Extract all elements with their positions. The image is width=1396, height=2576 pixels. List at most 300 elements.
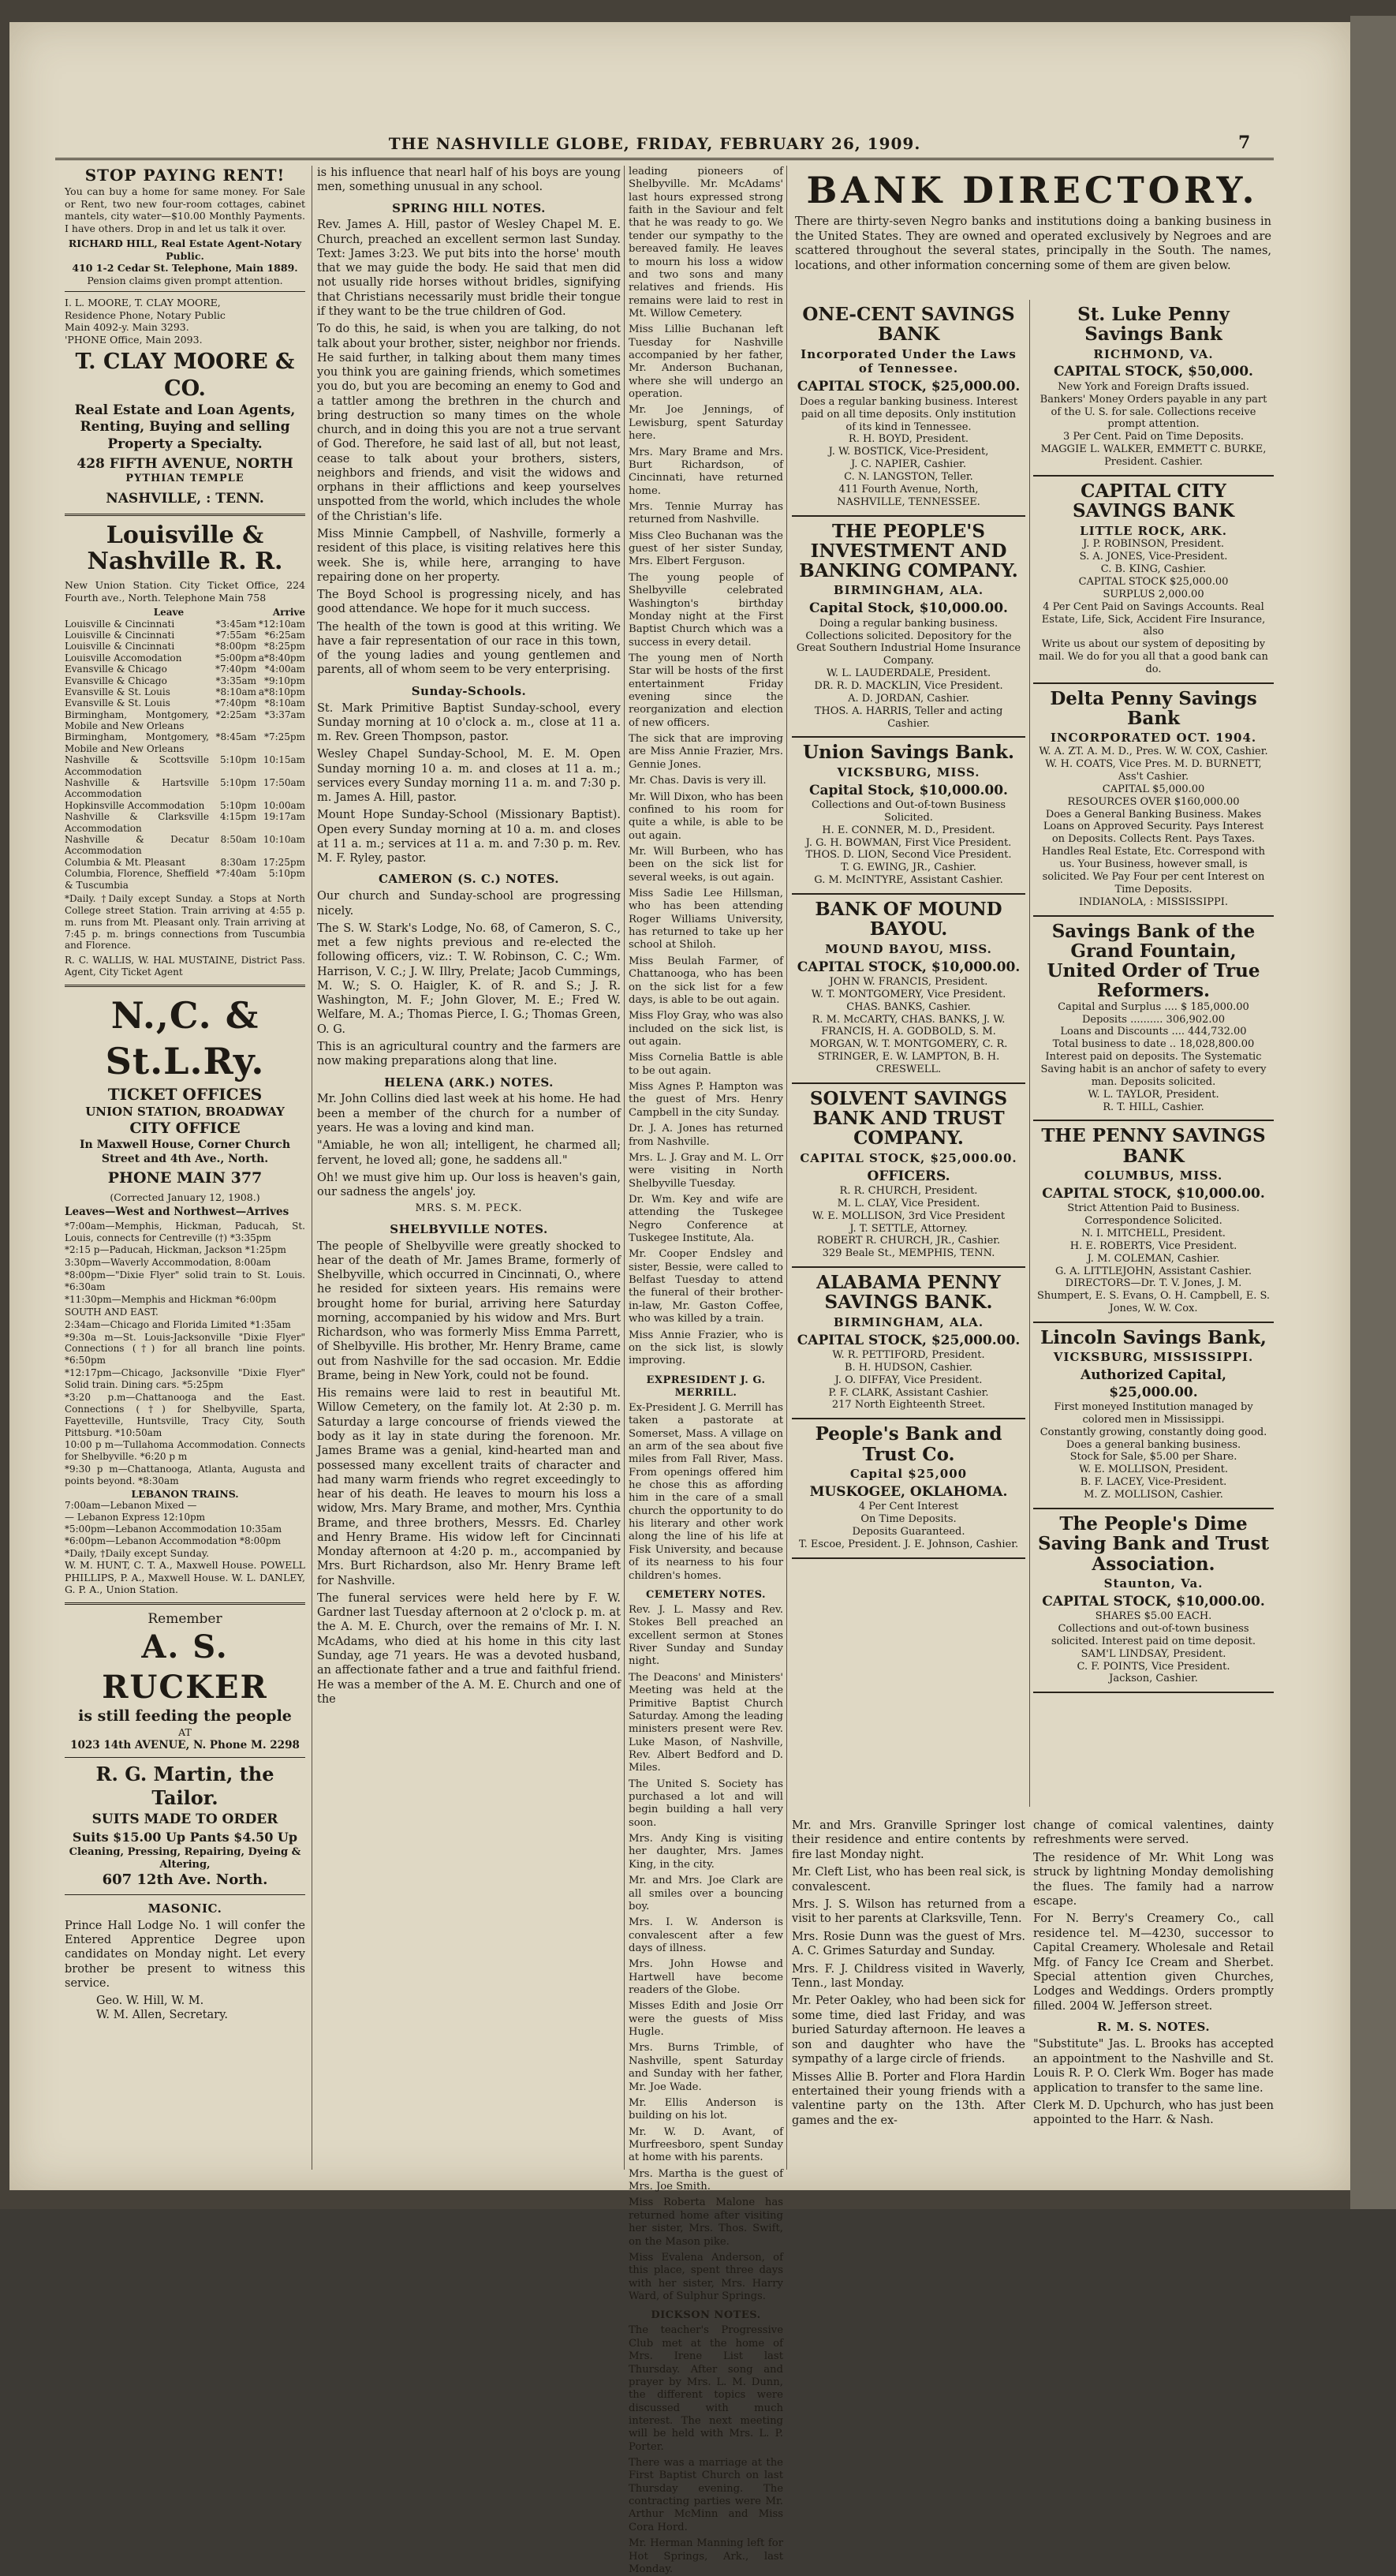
- article-text: Mrs. Mary Brame and Mrs. Burt Richardson, of Cincinnati, have returned home.: [629, 446, 783, 497]
- bank-detail-line: H. E. ROBERTS, Vice President.: [1069, 1239, 1237, 1252]
- bank-detail-line: CHAS. BANKS, Cashier.: [846, 1000, 971, 1013]
- bank-detail-line: C. N. LANGSTON, Teller.: [844, 470, 973, 483]
- stop-rent-body: You can buy a home for same money. For Sale or Rent, two new four-room cottages, cabinet mantels, city water—$10.00 Monthly Payments. I have others. Drop in and let us talk it over.: [65, 185, 305, 234]
- ln-table-row: [65, 619, 305, 630]
- bank-capital: OFFICERS.: [867, 1168, 950, 1184]
- article-text: Mrs. Martha is the guest of Mrs. Joe Smith.: [629, 2167, 783, 2193]
- ln-table-row: [65, 868, 305, 891]
- ln-table-row: [65, 777, 305, 800]
- bank-detail-line: 217 North Eighteenth Street.: [831, 1399, 986, 1411]
- right-bank-listing: [1033, 917, 1274, 1122]
- ncst-table-row: 3:30pm—Waverly Accommodation, 8:00am: [65, 1257, 271, 1269]
- ln-table-row: [65, 800, 305, 811]
- bank-detail-line: C. F. POINTS, Vice President.: [1077, 1660, 1230, 1673]
- article-text: To do this, he said, is when you are talking, do not talk about your brother, sister, neighbor nor friends. He said further, in talking about them many times you think you are gaining friends, which sometimes you do, but you are becoming an enemy to God and a tattler among the brethren in the church and bring destruction so many times on the whole church, and in doing this you are not a true servant of God. Therefore, he said last of all, but not least, cease to talk about your brothers, sisters, neighbors and friends, and visit the widows and orphans in their afflictions and keep yourselves unspotted from the world, which includes the whole of the Christian's life.: [317, 323, 621, 523]
- article-text: Mr. Ellis Anderson is building on his lot.: [629, 2096, 783, 2122]
- article-text: The Deacons' and Ministers' Meeting was held at the Primitive Baptist Church Saturday. Among the leading ministers present were Rev. Luke Mason, of Nashville, Rev. Albert Bedford and D. Miles.: [629, 1671, 783, 1774]
- ncst-table-row: *7:00am—Memphis, Hickman, Paducah, St. Louis, connects for Centreville (†) *3:35pm: [65, 1220, 305, 1243]
- article-text: is his influence that nearl half of his boys are young men, something unusual in any school.: [317, 166, 621, 194]
- article-text: Misses Allie B. Porter and Flora Hardin entertained their young friends with a valentine party on the 13th. After games and the ex-: [792, 2070, 1025, 2127]
- article-text: Miss Sadie Lee Hillsman, who has been attending Roger Williams University, has returned to take up her school at Shiloh.: [629, 888, 783, 952]
- article-text: Oh! we must give him up. Our loss is heaven's gain, our sadness the angels' joy.: [317, 1171, 621, 1199]
- bank-name: St. Luke Penny Savings Bank: [1077, 304, 1230, 346]
- bank-detail-line: INDIANOLA, : MISSISSIPPI.: [1079, 895, 1228, 908]
- bank-detail-line: Constantly growing, constantly doing good.: [1040, 1426, 1267, 1438]
- bank-detail-line: RESOURCES OVER $160,000.00: [1067, 795, 1240, 808]
- bank-detail-line: Doing a regular banking business. Collections solicited. Depository for the Great Southern Industrial Home Insurance Company.: [796, 617, 1021, 667]
- bank-location: CAPITAL STOCK, $25,000.00.: [800, 1150, 1017, 1165]
- article-text: Rev. James A. Hill, pastor of Wesley Chapel M. E. Church, preached an excellent sermon last Sunday. Text: James 3:23. We put bits into the horse' mouth that we may guide the body. He said that men did not usually ride horses without bridles, signifying that Christians necessarily must bridle their tongue if they want to be the true children of God.: [317, 219, 621, 319]
- bank-detail-line: CAPITAL STOCK $25,000.00: [1078, 575, 1229, 588]
- ln-route: Birmingham, Montgomery, Mobile and New Orleans: [65, 731, 209, 754]
- article-text: Mrs. F. J. Childress visited in Waverly, Tenn., last Monday.: [792, 1962, 1025, 1991]
- bank-name: The People's Dime Saving Bank and Trust Association.: [1037, 1512, 1269, 1575]
- ln-leave-time: *7:40am: [215, 868, 256, 880]
- ln-arrive-time: *8:10am: [264, 697, 305, 709]
- bank-detail-line: J. M. COLEMAN, Cashier.: [1087, 1252, 1220, 1265]
- right-bank-listing: [1033, 1323, 1274, 1509]
- article-text: The residence of Mr. Whit Long was struck by lightning Monday demolishing the flues. The family had a narrow escape.: [1033, 1851, 1274, 1909]
- left-bank-listing: [792, 300, 1025, 517]
- article-text: Mount Hope Sunday-School (Missionary Baptist). Open every Sunday morning at 10 a. m. and closes at 11 a. m.; services at 11 a. m. and 7:30 p. m. Rev. M. F. Ryley, pastor.: [317, 809, 621, 866]
- bank-name: BANK OF MOUND BAYOU.: [815, 899, 1002, 940]
- bank-detail-line: R. M. McCARTY, CHAS. BANKS, J. W. FRANCIS, H. A. GODBOLD, S. M. MORGAN, W. T. MONTGOMERY, C. R. STRINGER, E. W. LAMPTON, B. H. CRESWELL.: [809, 1013, 1008, 1075]
- ln-leave-time: *7:55am: [215, 629, 256, 641]
- ln-leave-time: *2:25am: [215, 708, 256, 720]
- article-text: Mrs. John Howse and Hartwell have become readers of the Globe.: [629, 1958, 783, 1997]
- bank-detail-line: Bankers' Money Orders payable in any part of the U. S. for sale. Collections receive prompt attention.: [1040, 393, 1267, 431]
- article-text: Miss Cleo Buchanan was the guest of her sister Sunday, Mrs. Elbert Ferguson.: [629, 529, 783, 568]
- ln-table-row: [65, 686, 305, 697]
- ln-table-row: [65, 664, 305, 675]
- article-text: Miss Floy Gray, who was also included on the sick list, is out again.: [629, 1010, 783, 1048]
- ln-leave-time: *5:00pm: [215, 652, 256, 664]
- shelbyville-heading: SHELBYVILLE NOTES.: [390, 1221, 548, 1236]
- ln-route: Hopkinsville Accommodation: [65, 799, 205, 811]
- bank-detail-line: H. E. CONNER, M. D., President.: [822, 824, 995, 836]
- ln-leave-time: *8:10am: [215, 686, 256, 697]
- bank-detail-line: W. E. MOLLISON, President.: [1078, 1464, 1229, 1476]
- bank-location: VICKSBURG, MISS.: [837, 765, 980, 780]
- ncst-phone: PHONE MAIN 377: [107, 1169, 263, 1187]
- article-text: Ex-President J. G. Merrill has taken a pastorate at Somerset, Mass. A village on an arm of the sea about five miles from Fall River, Mass. From openings offered him he chose this as affording him in the care of a small church the opportunity to do his literary and other work along the line of his life at Fisk University, and because of its nearness to his four children's homes.: [629, 1401, 783, 1582]
- article-text: The United S. Society has purchased a lot and will begin building a hall very soon.: [629, 1778, 783, 1829]
- column-2: [317, 166, 621, 2176]
- ncst-table-row: *8:00pm—"Dixie Flyer" solid train to St. Louis. *6:30am: [65, 1269, 305, 1293]
- article-text: The S. W. Stark's Lodge, No. 68, of Cameron, S. C., met a few nights previous and re-elected the following officers, viz.: T. W. Robinson, C. C.; Wm. Harrison, V. C.; J. W. Illry, Prelate; Jacob Cummings, M. W.; S. O. Haigler, K. of R. and S.; J. R. Washington, M. F.; John Glover, M. E.; Fred W. Welfare, M. A.; Thomas Pierce, I. G.; Thomas Green, O. G.: [317, 922, 621, 1036]
- spring-hill-heading: SPRING HILL NOTES.: [392, 200, 546, 215]
- ln-leave-time: *3:35am: [215, 675, 256, 686]
- article-text: change of comical valentines, dainty refreshments were served.: [1033, 1819, 1274, 1847]
- ln-table-row: [65, 630, 305, 641]
- article-text: The young men of North Star will be hosts of the first entertainment Friday evening since the reorganization and election of new officers.: [629, 652, 783, 729]
- bank-location: COLUMBUS, MISS.: [1084, 1168, 1223, 1183]
- bank-location: Incorporated Under the Laws of Tennessee.: [801, 346, 1017, 376]
- article-text: Mr. Cleft List, who has been real sick, is convalescent.: [792, 1866, 1025, 1894]
- ln-arrive-time: *12:10am: [258, 618, 305, 630]
- article-text: Clerk M. D. Upchurch, who has just been appointed to the Harr. & Nash.: [1033, 2099, 1274, 2127]
- bank-capital: CAPITAL STOCK, $10,000.00.: [1042, 1185, 1265, 1202]
- ln-leave-time: *8:00pm: [215, 641, 256, 652]
- bank-detail-line: W. H. COATS, Vice Pres. M. D. BURNETT, Ass't Cashier.: [1045, 758, 1262, 783]
- article-text: The funeral services were held here by F. W. Gardner last Tuesday afternoon at 2 o'clock p. m. at the A. M. E. Church, over the remains of Mr. I. N. McAdams, who died at his home in this city last Sunday, age 71 years. He was a devoted husband, an affectionate father and a true and faithful friend. He was a member of the A. M. E. Church and one of the: [317, 1591, 621, 1706]
- ln-table-row: [65, 641, 305, 652]
- bank-name: Savings Bank of the Grand Fountain, United Order of True Reformers.: [1047, 920, 1260, 1002]
- ncst-table-row: SOUTH AND EAST.: [65, 1306, 159, 1318]
- divider: [65, 1894, 305, 1895]
- column-1: [65, 166, 305, 2023]
- helena-signature: MRS. S. M. PECK.: [415, 1202, 523, 1215]
- article-text: There was a marriage at the First Baptist Church on last Thursday evening. The contracting parties were Mr. Arthur McMinn and Miss Cora Hord.: [629, 2457, 783, 2533]
- ncst-table-row: 2:34am—Chicago and Florida Limited *1:35am: [65, 1318, 291, 1330]
- bank-name: ONE-CENT SAVINGS BANK: [802, 304, 1015, 346]
- bank-name: ALABAMA PENNY SAVINGS BANK.: [816, 1272, 1001, 1314]
- column-3: [629, 166, 783, 2575]
- bank-detail-line: New York and Foreign Drafts issued.: [1058, 380, 1249, 393]
- ln-leave-time: 5:10pm: [219, 777, 256, 789]
- ln-arrive-time: *8:25pm: [263, 641, 305, 652]
- ln-table-header: [65, 607, 305, 618]
- column-rule: [624, 166, 625, 2170]
- ncst-union-station: UNION STATION, BROADWAY: [85, 1105, 285, 1120]
- ln-leave-time: 8:50am: [220, 833, 256, 845]
- ncst-table-row: *3:20 p.m—Chattanooga and the East. Connections (†) for Shelbyville, Sparta, Fayetteville, Huntsville, Tracy City, South Pittsburg. *10:50am: [65, 1391, 305, 1438]
- bank-detail-line: NASHVILLE, TENNESSEE.: [837, 495, 980, 508]
- lebanon-timetable: [65, 1500, 305, 1547]
- article-text: Mrs. Rosie Dunn was the guest of Mrs. A. C. Grimes Saturday and Sunday.: [792, 1930, 1025, 1958]
- divider: [65, 1602, 305, 1605]
- bank-detail-line: T. Escoe, President. J. E. Johnson, Cashier.: [798, 1538, 1019, 1550]
- article-text: Mr. Chas. Davis is very ill.: [629, 775, 767, 787]
- bank-detail-line: Strict Attention Paid to Business. Correspondence Solicited.: [1067, 1202, 1240, 1228]
- column-rule: [1029, 300, 1030, 1807]
- ncst-ticket-offices: TICKET OFFICES: [107, 1084, 263, 1104]
- lebanon-note: *Daily, †Daily except Sunday.: [65, 1546, 210, 1559]
- ln-route: Columbia & Mt. Pleasant: [65, 856, 186, 868]
- local-notes-right: [1033, 1819, 1274, 2189]
- article-text: Mr. Joe Jennings, of Lewisburg, spent Saturday here.: [629, 404, 783, 443]
- martin-address: 607 12th Ave. North.: [102, 1871, 268, 1889]
- ln-arrive-time: 17:25pm: [263, 856, 305, 868]
- bank-location: INCORPORATED OCT. 1904.: [1050, 731, 1257, 746]
- bank-capital: Authorized Capital, $25,000.00.: [1081, 1367, 1226, 1400]
- ln-leave-time: *8:45am: [215, 731, 256, 743]
- bank-detail-line: Does a general banking business.: [1066, 1438, 1241, 1451]
- masonic-signer-2: W. M. Allen, Secretary.: [96, 2009, 228, 2022]
- lebanon-table-row: *5:00pm—Lebanon Accommodation 10:35am: [65, 1524, 282, 1535]
- ln-route: Louisville & Cincinnati: [65, 618, 175, 630]
- ln-route: Nashville & Clarksville Accommodation: [65, 811, 209, 834]
- bank-detail-line: DR. R. D. MACKLIN, Vice President.: [814, 680, 1003, 692]
- ln-notes: *Daily. †Daily except Sunday. a Stops at North College street Station. Train arriving at 4:55 p. m. runs from Mt. Pleasant only. Train arriving at 7:45 p. m. brings connections from Tuscumbia and Florence.: [65, 892, 305, 952]
- article-text: Mr. and Mrs. Joe Clark are all smiles over a bouncing boy.: [629, 1875, 783, 1912]
- bank-detail-line: J. P. ROBINSON, President.: [1083, 538, 1224, 551]
- article-text: Miss Beulah Farmer, of Chattanooga, who has been on the sick list for a few days, is able to be out again.: [629, 955, 783, 1006]
- bank-location: VICKSBURG, MISSISSIPPI.: [1053, 1350, 1254, 1365]
- ncst-table-row: *12:17pm—Chicago, Jacksonville "Dixie Flyer" Solid train. Dining cars. *5:25pm: [65, 1367, 305, 1391]
- ln-table-row: [65, 811, 305, 834]
- bank-detail-line: SHARES $5.00 EACH.: [1095, 1610, 1212, 1623]
- article-text: For N. Berry's Creamery Co., call residence tel. M—4230, successor to Capital Creamery. Wholesale and Retail Mfg. of Fancy Ice Cream and Sherbet. Special attention given Churches, Lodges and Weddings. Orders promptly filled. 2004 W. Jefferson street.: [1033, 1912, 1274, 2013]
- ln-table-row: [65, 834, 305, 857]
- moore-company-name: T. CLAY MOORE & CO.: [75, 350, 295, 402]
- ln-arrive-time: *4:00am: [264, 664, 305, 675]
- article-text: The young people of Shelbyville celebrated Washington's birthday Monday night at the First Baptist Church which was a success in every detail.: [629, 571, 783, 649]
- bank-detail-line: Collections and out-of-town business solicited. Interest paid on time deposit.: [1051, 1622, 1256, 1647]
- bank-detail-line: W. R. PETTIFORD, President.: [832, 1349, 985, 1362]
- bank-detail-line: G. M. McINTYRE, Assistant Cashier.: [814, 874, 1003, 887]
- ln-table-row: [65, 731, 305, 754]
- bank-detail-line: W. T. MONTGOMERY, Vice President.: [811, 988, 1006, 1000]
- bank-detail-line: B. F. LACEY, Vice-President.: [1080, 1476, 1227, 1489]
- article-text: Mrs. Tennie Murray has returned from Nashville.: [629, 500, 783, 526]
- local-notes-left: [792, 1819, 1025, 2189]
- article-text: Mrs. L. J. Gray and M. L. Orr were visiting in North Shelbyville Tuesday.: [629, 1151, 783, 1190]
- article-text: The sick that are improving are Miss Annie Frazier, Mrs. Gennie Jones.: [629, 733, 783, 771]
- bank-detail-line: ROBERT R. CHURCH, JR., Cashier.: [816, 1235, 1001, 1247]
- ln-route: Nashville & Hartsville Accommodation: [65, 777, 209, 800]
- left-bank-listing: [792, 895, 1025, 1084]
- bank-detail-line: B. H. HUDSON, Cashier.: [844, 1361, 973, 1374]
- bank-detail-line: President. Cashier.: [1104, 456, 1203, 469]
- martin-prices: Suits $15.00 Up Pants $4.50 Up: [72, 1830, 298, 1845]
- article-text: Miss Cornelia Battle is able to be out again.: [629, 1052, 783, 1077]
- bank-detail-line: Does a regular banking business. Interest paid on all time deposits. Only institution of its kind in Tennessee.: [799, 395, 1018, 433]
- ln-leave-time: *3:45am: [215, 618, 256, 630]
- left-bank-listing: [792, 1084, 1025, 1268]
- ln-header-cell: Arrive: [272, 607, 305, 619]
- ln-officers: R. C. WALLIS, W. HAL MUSTAINE, District Pass. Agent, City Ticket Agent: [65, 955, 305, 978]
- ncst-officers: W. M. HUNT, C. T. A., Maxwell House. POWELL PHILLIPS, P. A., Maxwell House. W. L. DANLEY, G. P. A., Union Station.: [65, 1559, 305, 1596]
- bank-detail-line: On Time Deposits.: [860, 1513, 957, 1526]
- bank-detail-line: Deposits Guaranteed.: [852, 1525, 965, 1538]
- ln-table-row: [65, 754, 305, 777]
- bank-detail-line: N. I. MITCHELL, President.: [1081, 1228, 1226, 1240]
- stop-rent-title: STOP PAYING RENT!: [84, 166, 286, 185]
- lebanon-table-row: 7:00am—Lebanon Mixed —: [65, 1500, 197, 1512]
- right-bank-listing: [1033, 477, 1274, 684]
- ln-route: Evansville & St. Louis: [65, 686, 170, 697]
- article-text: Misses Edith and Josie Orr were the guests of Miss Hugle.: [629, 2000, 783, 2039]
- left-bank-listing: [792, 1419, 1025, 1558]
- right-bank-listing: [1033, 1121, 1274, 1323]
- bank-location: LITTLE ROCK, ARK.: [1080, 523, 1227, 538]
- ln-arrive-time: a*8:10pm: [258, 686, 305, 697]
- article-text: Wesley Chapel Sunday-School, M. E. M. Open Sunday morning 10 a. m. and closes at 11 a. m.; services every Sunday morning 11 a. m. and 7:30 p. m. James A. Hill, pastor.: [317, 748, 621, 805]
- ncst-table-row: *9:30a m—St. Louis-Jacksonville "Dixie Flyer" Connections (†) for all branch line points. *6:50pm: [65, 1331, 305, 1367]
- ncst-city-office: CITY OFFICE: [129, 1120, 241, 1138]
- martin-services: Cleaning, Pressing, Repairing, Dyeing & Altering,: [69, 1845, 301, 1871]
- ln-leave-time: *7:40pm: [215, 664, 256, 675]
- bank-detail-line: THOS. A. HARRIS, Teller and acting Cashier.: [814, 705, 1003, 730]
- ln-route: Louisville Accomodation: [65, 652, 182, 664]
- bank-capital: MUSKOGEE, OKLAHOMA.: [809, 1483, 1008, 1500]
- ln-arrive-time: *7:25pm: [263, 731, 305, 743]
- bank-detail-line: Jackson, Cashier.: [1109, 1673, 1198, 1685]
- rucker-remember: Remember: [147, 1610, 222, 1627]
- ln-arrive-time: *6:25am: [264, 629, 305, 641]
- page-number: 7: [1238, 133, 1251, 153]
- ncst-table-header: Leaves—West and Northwest—Arrives: [65, 1205, 289, 1218]
- article-text: The teacher's Progressive Club met at the home of Mrs. Irene List last Thursday. After song and prayer by Mrs. L. M. Dunn, the different topics were discussed with much interest. The next meeting will be held with Mrs. L. P. Porter.: [629, 2324, 783, 2453]
- bank-capital: Capital Stock, $10,000.00.: [809, 782, 1008, 798]
- article-text: Mrs. J. S. Wilson has returned from a visit to her parents at Clarksville, Tenn.: [792, 1898, 1025, 1926]
- rucker-name: A. S. RUCKER: [102, 1628, 268, 1706]
- ln-leave-time: 5:10pm: [219, 754, 256, 766]
- bank-detail-line: JOHN W. FRANCIS, President.: [829, 975, 988, 988]
- article-text: Miss Evalena Anderson, of this place, spent three days with her sister, Mrs. Harry Ward, of Sulphur Springs.: [629, 2251, 783, 2302]
- bank-detail-line: R. T. HILL, Cashier.: [1103, 1101, 1204, 1113]
- bank-detail-line: A. D. JORDAN, Cashier.: [848, 692, 969, 705]
- divider: [65, 1757, 305, 1758]
- masonic-body: Prince Hall Lodge No. 1 will confer the Entered Apprentice Degree upon candidates on Monday night. Let every brother be present to witness this service.: [65, 1919, 305, 1990]
- sunday-schools-heading: Sunday-Schools.: [411, 683, 527, 698]
- ln-timetable: [65, 607, 305, 891]
- ln-intro: New Union Station. City Ticket Office, 224 Fourth ave., North. Telephone Main 758: [65, 579, 305, 604]
- ln-header-cell: Leave: [153, 607, 185, 619]
- bank-capital: CAPITAL STOCK, $10,000.00.: [797, 959, 1021, 975]
- bank-detail-line: M. Z. MOLLISON, Cashier.: [1084, 1489, 1223, 1501]
- bank-directory-title: BANK DIRECTORY.: [806, 169, 1259, 211]
- ln-leave-time: 4:15pm: [219, 811, 256, 823]
- bank-location: BIRMINGHAM, ALA.: [833, 583, 984, 598]
- bank-detail-line: First moneyed Institution managed by colored men in Mississippi.: [1054, 1401, 1253, 1426]
- bank-detail-line: Does a General Banking Business. Makes Loans on Approved Security. Pays Interest on Deposits. Collects Rent. Pays Taxes. Handles Real Estate, Etc. Correspond with us. Your Business, however small, is solicited. We Pay Four per cent Interest on Time Deposits.: [1042, 808, 1265, 895]
- page-edge: [1350, 16, 1396, 2209]
- bank-location: Staunton, Va.: [1103, 1576, 1204, 1591]
- martin-name: R. G. Martin, the Tailor.: [95, 1762, 274, 1809]
- article-text: Miss Lillie Buchanan left Tuesday for Nashville accompanied by her father, Mr. Anderson Buchanan, where she will undergo an operation.: [629, 323, 783, 401]
- right-bank-listing: [1033, 300, 1274, 477]
- ncst-timetable: [65, 1221, 305, 1487]
- cemetery-heading: CEMETERY NOTES.: [645, 1588, 767, 1601]
- ln-arrive-time: a*8:40pm: [258, 652, 305, 664]
- article-text: The people of Shelbyville were greatly shocked to hear of the death of Mr. James Brame, formerly of Shelbyville, which occurred in Cincinnati, O., where he resided for sixteen years. His remains were brought home for burial, arriving here Saturday morning, accompanied by his widow and Mrs. Burt Richardson, who was formerly Miss Emma Parrett, of Shelbyville. His brother, Mr. Henry Brame, came out from Nashville for the sad occasion. Mr. Eddie Brame, being in New York, could not be found.: [317, 1239, 621, 1382]
- bank-detail-line: THOS. D. LION, Second Vice President.: [805, 849, 1012, 862]
- bank-detail-line: R. R. CHURCH, President.: [839, 1185, 978, 1197]
- bank-detail-line: Loans and Discounts .... 444,732.00: [1060, 1026, 1247, 1038]
- right-bank-listing: [1033, 1509, 1274, 1693]
- article-text: Miss Roberta Malone has returned home after visiting her sister, Mrs. Thos. Swift, on the Mason pike.: [629, 2197, 783, 2248]
- bank-detail-line: 4 Per Cent Paid on Savings Accounts. Real Estate, Life, Sick, Accident Fire Insurance, also: [1041, 600, 1266, 638]
- bank-name: People's Bank and Trust Co.: [815, 1423, 1002, 1465]
- bank-detail-line: DIRECTORS—Dr. T. V. Jones, J. M. Shumpert, E. S. Evans, O. H. Campbell, E. S. Jones, W. W. Cox.: [1036, 1277, 1271, 1315]
- ncst-corrected: (Corrected January 12, 1908.): [110, 1191, 260, 1204]
- article-text: The health of the town is good at this writing. We have a fair representation of our race in this town, of the young ladies and young gentlemen and parents, all of whom seem to be very enterprising.: [317, 620, 621, 677]
- bank-detail-line: J. T. SETTLE, Attorney.: [849, 1222, 968, 1235]
- bank-detail-line: W. L. TAYLOR, President.: [1088, 1088, 1219, 1101]
- bank-name: THE PEOPLE'S INVESTMENT AND BANKING COMPANY.: [799, 520, 1018, 582]
- lebanon-table-row: *6:00pm—Lebanon Accommodation *8:00pm: [65, 1535, 281, 1547]
- ncst-maxwell: In Maxwell House, Corner Church Street and 4th Ave., North.: [79, 1138, 291, 1165]
- article-text: Mrs. I. W. Anderson is convalescent after a few days of illness.: [629, 1916, 783, 1954]
- article-text: Rev. J. L. Massy and Rev. Stokes Bell preached an excellent sermon at Stones River Sunday and Sunday night.: [629, 1603, 783, 1668]
- article-text: Mrs. Burns Trimble, of Nashville, spent Saturday and Sunday with her father, Mr. Joe Wade.: [629, 2042, 783, 2093]
- bank-detail-line: 3 Per Cent. Paid on Time Deposits.: [1062, 431, 1245, 443]
- bank-detail-line: G. A. LITTLEJOHN, Assistant Cashier.: [1054, 1265, 1252, 1277]
- ln-route: Evansville & St. Louis: [65, 697, 170, 709]
- helena-heading: HELENA (ARK.) NOTES.: [384, 1075, 554, 1090]
- stop-rent-agent: RICHARD HILL, Real Estate Agent-Notary Public.: [68, 237, 302, 262]
- article-text: His remains were laid to rest in beautiful Mt. Willow Cemetery, on the family lot. At 2:30 p. m. Saturday a large concourse of friends viewed the body as it lay in state during the forenoon. Mr. James Brame was a genial, kind-hearted man and possessed many excellent traits of character and had many warm friends who regret exceedingly to hear of his death. He leaves to mourn his loss a widow, Mrs. Mary Brame, and mother, Mrs. Cynthia Brame, and three brothers, Messrs. Ed. Charley and Henry Brame. His widow left for Cincinnati Monday afternoon at 4:20 p. m., accompanied by Mrs. Burt Richardson, also Mr. Henry Brame left for Nashville.: [317, 1387, 621, 1587]
- article-text: Mr. Cooper Endsley and sister, Bessie, were called to Belfast Tuesday to attend the funeral of their brother-in-law, Mr. Gaston Coffee, who was killed by a train.: [629, 1248, 783, 1325]
- bank-location: Capital $25,000: [849, 1466, 968, 1481]
- article-text: Mr. and Mrs. Granville Springer lost their residence and entire contents by fire last Monday night.: [792, 1819, 1025, 1861]
- ln-route: Columbia, Florence, Sheffield & Tuscumbia: [65, 868, 209, 891]
- bank-capital: CAPITAL STOCK, $50,000.: [1054, 364, 1253, 380]
- ln-route: Evansville & Chicago: [65, 664, 167, 675]
- bank-detail-line: Interest paid on deposits. The Systematic Saving habit is an anchor of safety to every man. Deposits solicited.: [1040, 1051, 1267, 1088]
- ncst-table-row: *9:30 p m—Chattanooga, Atlanta, Augusta and points beyond. *8:30am: [65, 1464, 305, 1487]
- article-text: Mrs. Andy King is visiting her daughter, Mrs. James King, in the city.: [629, 1833, 783, 1871]
- bank-detail-line: W. E. MOLLISON, 3rd Vice President: [812, 1209, 1006, 1222]
- lebanon-title: LEBANON TRAINS.: [131, 1487, 239, 1500]
- ncst-railway-title: N.,C. & St.L.Ry.: [105, 994, 265, 1082]
- ln-leave-time: 8:30am: [220, 856, 256, 868]
- bank-capital: CAPITAL STOCK, $25,000.00.: [797, 1332, 1021, 1348]
- article-text: Mr. W. D. Avant, of Murfreesboro, spent Sunday at home with his parents.: [629, 2125, 783, 2164]
- bank-listings-left: [792, 300, 1025, 1819]
- ln-arrive-time: *3:37am: [264, 708, 305, 720]
- bank-detail-line: 329 Beale St., MEMPHIS, TENN.: [822, 1247, 995, 1260]
- ln-route: Nashville & Decatur Accommodation: [65, 833, 209, 857]
- moore-contacts-3: Main 4092-y. Main 3293.: [65, 321, 189, 334]
- ln-arrive-time: *9:10pm: [263, 675, 305, 686]
- moore-contacts-4: 'PHONE Office, Main 2093.: [65, 333, 203, 346]
- bank-detail-line: J. G. H. BOWMAN, First Vice President.: [805, 836, 1012, 849]
- ln-route: Evansville & Chicago: [65, 675, 167, 686]
- ln-arrive-time: 10:15am: [263, 754, 305, 766]
- article-text: leading pioneers of Shelbyville. Mr. McAdams' last hours expressed strong faith in the Saviour and felt that he was ready to go. We tender our sympathy to the bereaved family. He leaves to mourn his loss a widow and two sons and many relatives and friends. His remains were laid to rest in Mt. Willow Cemetery.: [629, 166, 783, 320]
- bank-detail-line: P. F. CLARK, Assistant Cashier.: [828, 1386, 989, 1399]
- bank-capital: CAPITAL STOCK, $10,000.00.: [1042, 1593, 1265, 1610]
- ln-table-row: [65, 652, 305, 664]
- ln-arrive-time: 19:17am: [263, 811, 305, 823]
- ln-arrive-time: 17:50am: [263, 777, 305, 789]
- article-text: Dr. J. A. Jones has returned from Nashville.: [629, 1123, 783, 1148]
- article-text: Mr. Will Dixon, who has been confined to his room for quite a while, is able to be out again.: [629, 791, 783, 842]
- divider: [65, 291, 305, 292]
- bank-detail-line: J. W. BOSTICK, Vice-President,: [828, 446, 989, 458]
- bank-location: MOUND BAYOU, MISS.: [825, 941, 992, 956]
- merrill-heading: EXPRESIDENT J. G. MERRILL.: [646, 1374, 766, 1399]
- ncst-table-row: *2:15 p—Paducah, Hickman, Jackson *1:25pm: [65, 1244, 286, 1256]
- right-bank-listing: [1033, 684, 1274, 917]
- bank-detail-line: Deposits .......... 306,902.00: [1081, 1013, 1225, 1026]
- bank-name: Lincoln Savings Bank,: [1040, 1327, 1267, 1349]
- bank-detail-line: 4 Per Cent Interest: [858, 1501, 959, 1513]
- article-text: Mr. Will Burbeen, who has been on the sick list for several weeks, is out again.: [629, 845, 783, 884]
- moore-temple: PYTHIAN TEMPLE: [125, 473, 244, 485]
- bank-detail-line: Collections and Out-of-town Business Solicited.: [811, 799, 1006, 824]
- bank-location: BIRMINGHAM, ALA.: [833, 1314, 984, 1329]
- bank-location: RICHMOND, VA.: [1093, 346, 1214, 361]
- masthead: THE NASHVILLE GLOBE, FRIDAY, FEBRUARY 26, 1909.: [388, 134, 921, 153]
- left-bank-listing: [792, 738, 1025, 895]
- bank-detail-line: Capital and Surplus .... $ 185,000.00: [1058, 1000, 1249, 1013]
- bank-detail-line: J. O. DIFFAY, Vice President.: [834, 1374, 983, 1386]
- ln-table-row: [65, 709, 305, 732]
- bank-detail-line: SURPLUS 2,000.00: [1103, 588, 1204, 600]
- dickson-heading: DICKSON NOTES.: [651, 2309, 761, 2322]
- ncst-table-row: *11:30pm—Memphis and Hickman *6:00pm: [65, 1293, 277, 1305]
- bank-detail-line: Stock for Sale, $5.00 per Share.: [1069, 1451, 1237, 1464]
- bank-detail-line: SAM'L LINDSAY, President.: [1081, 1647, 1226, 1660]
- moore-contacts-2: Residence Phone, Notary Public: [65, 308, 226, 321]
- bank-detail-line: S. A. JONES, Vice-President.: [1079, 551, 1228, 563]
- article-text: Mr. John Collins died last week at his home. He had been a member of the church for a number of years. He was a loving and kind man.: [317, 1093, 621, 1135]
- bank-detail-line: W. L. LAUDERDALE, President.: [826, 667, 991, 680]
